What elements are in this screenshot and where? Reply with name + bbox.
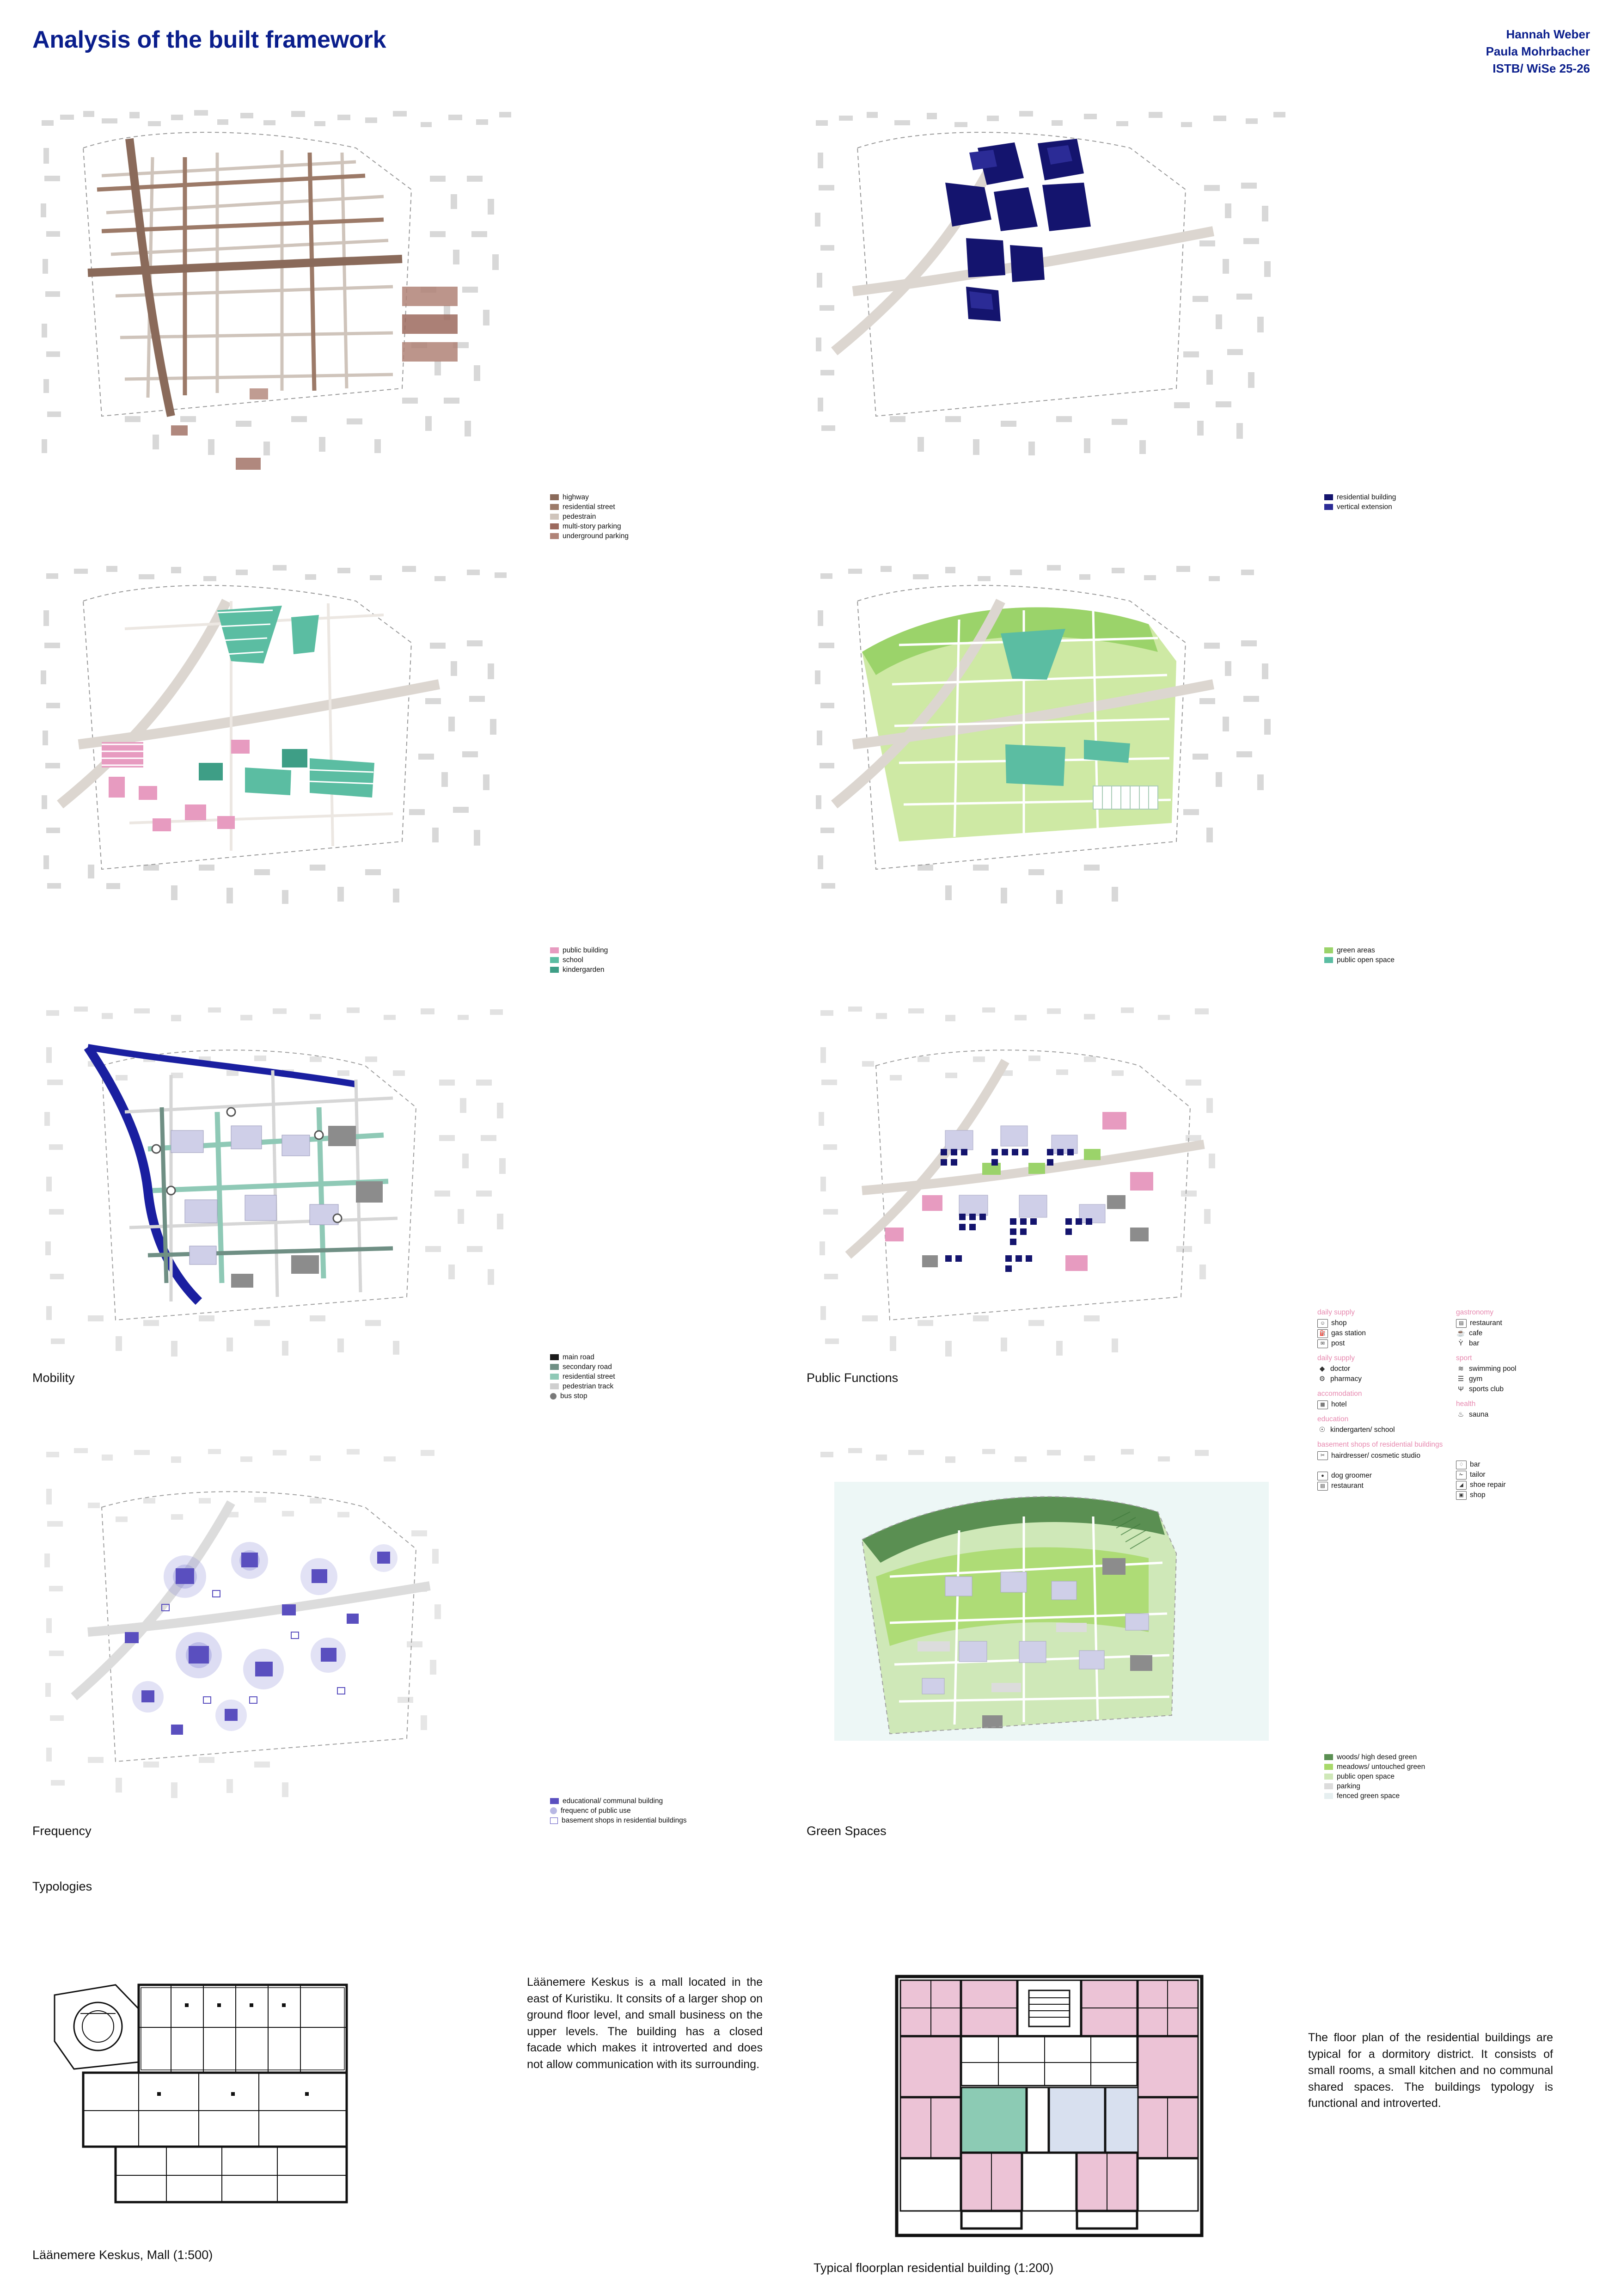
legend-swatch (1324, 1783, 1333, 1789)
legend-row (550, 955, 698, 965)
swimming-pool-icon: ≋ (1458, 1365, 1464, 1373)
panel-public-functions (807, 996, 1517, 1499)
legend-row (1324, 1752, 1509, 1762)
function-label: restaurant (1470, 1319, 1502, 1327)
gym-icon: ☰ (1457, 1375, 1464, 1383)
function-row (1317, 1329, 1451, 1339)
caption-mobility-current: Mobility (32, 1371, 75, 1385)
legend-swatch (550, 947, 559, 953)
function-row (1456, 1329, 1585, 1339)
restaurant-icon: ▤ (1456, 1319, 1467, 1328)
legend-label: kindergarden (563, 965, 605, 974)
function-label: shop (1470, 1491, 1486, 1499)
function-label: post (1331, 1339, 1345, 1347)
basement-shop-icon (550, 1817, 558, 1824)
legend-row (550, 522, 689, 531)
post-icon: ✉ (1317, 1339, 1328, 1348)
legend-label: residential street (563, 503, 615, 511)
legend-label: public open space (1337, 956, 1395, 964)
legend-row (550, 1352, 698, 1362)
function-label: doctor (1330, 1365, 1351, 1373)
shop-icon: ☺ (1317, 1319, 1328, 1328)
legend-mobility-original (550, 492, 689, 541)
function-row (1456, 1411, 1585, 1421)
legend-swatch (550, 1354, 559, 1360)
panel-green-limited (807, 546, 1395, 971)
legend-educational-original (550, 945, 698, 975)
legend-row (1324, 945, 1472, 955)
legend-label: residential street (563, 1372, 615, 1381)
author-name-2: Paula Mohrbacher (1486, 44, 1590, 58)
hairdresser-icon: ✂ (1317, 1451, 1328, 1460)
function-label: hairdresser/ cosmetic studio (1331, 1452, 1420, 1460)
legend-row (550, 1806, 744, 1816)
cafe-icon: ☕ (1456, 1329, 1465, 1337)
function-group (1456, 1354, 1585, 1395)
legend-residential-original (1324, 492, 1463, 512)
legend-label: educational/ communal building (563, 1797, 663, 1805)
legend-row (550, 945, 698, 955)
poster-header (32, 26, 1590, 75)
caption-mall-plan: Läänemere Keskus, Mall (1:500) (32, 2248, 213, 2262)
legend-swatch (1324, 1764, 1333, 1770)
caption-frequency: Frequency (32, 1824, 92, 1838)
function-group-title: daily supply (1317, 1308, 1355, 1316)
function-group-title: health (1456, 1400, 1476, 1408)
bar-icon: Ỳ (1458, 1339, 1463, 1347)
legend-row (550, 1362, 698, 1372)
function-label: sauna (1469, 1411, 1489, 1418)
function-label: gas station (1331, 1329, 1366, 1337)
legend-label: multi-story parking (563, 522, 621, 530)
legend-row (550, 1381, 698, 1391)
legend-row (550, 531, 689, 541)
function-group (1317, 1415, 1451, 1436)
legend-swatch (550, 1798, 559, 1804)
legend-frequency (550, 1796, 744, 1825)
function-group-title: accomodation (1317, 1390, 1362, 1398)
legend-swatch (550, 1374, 559, 1380)
map-green-limited (807, 546, 1297, 934)
legend-swatch (550, 957, 559, 963)
author-name-1: Hannah Weber (1506, 27, 1590, 41)
function-group (1317, 1308, 1451, 1350)
kindergarten-icon: ☉ (1319, 1426, 1326, 1434)
function-label: bar (1469, 1339, 1480, 1347)
legend-row (550, 512, 689, 522)
legend-label: pedestrian track (563, 1382, 614, 1390)
legend-label: public building (563, 946, 608, 954)
legend-label: parking (1337, 1782, 1360, 1790)
panel-mobility-original (32, 92, 629, 540)
shoe-repair-icon: ◢ (1456, 1481, 1467, 1490)
function-row (1456, 1339, 1585, 1350)
function-row (1456, 1491, 1585, 1501)
function-row (1456, 1385, 1585, 1395)
function-label: sports club (1469, 1385, 1504, 1393)
map-mobility-original (32, 92, 522, 481)
function-row (1317, 1482, 1451, 1492)
function-row (1456, 1481, 1585, 1491)
legend-green-limited (1324, 945, 1472, 965)
caption-public-functions: Public Functions (807, 1371, 899, 1385)
function-label: restaurant (1331, 1482, 1364, 1490)
function-row (1317, 1451, 1451, 1472)
legend-swatch (550, 523, 559, 529)
legend-label: residential building (1337, 493, 1396, 501)
function-group-title: basement shops of residential buildings (1317, 1441, 1443, 1449)
map-public-functions (807, 996, 1297, 1382)
gas-station-icon: ⛽ (1317, 1329, 1328, 1338)
caption-residential-plan: Typical floorplan residential building (1:200) (814, 2261, 1054, 2275)
bus-stop-icon (550, 1393, 557, 1400)
function-row (1317, 1375, 1451, 1385)
legend-label: pedestrain (563, 512, 596, 521)
function-row (1456, 1365, 1585, 1375)
legend-mobility-current (550, 1352, 698, 1401)
legend-row (1324, 1762, 1509, 1772)
function-label: tailor (1470, 1471, 1486, 1479)
legend-label: frequenc of public use (561, 1806, 631, 1815)
legend-green-spaces (1324, 1752, 1509, 1801)
function-group (1456, 1461, 1585, 1501)
legend-swatch (550, 494, 559, 500)
legend-swatch (550, 504, 559, 510)
sauna-icon: ♨ (1457, 1411, 1464, 1418)
function-group (1317, 1390, 1451, 1411)
legend-row (550, 1796, 744, 1806)
legend-row (1324, 1791, 1509, 1801)
legend-label: woods/ high desed green (1337, 1753, 1417, 1761)
function-row (1317, 1426, 1451, 1436)
legend-swatch (550, 514, 559, 520)
restaurant-icon: ▤ (1317, 1482, 1328, 1491)
legend-swatch (550, 1383, 559, 1389)
map-educational-original (32, 546, 522, 934)
bar-icon: ♢ (1456, 1461, 1467, 1469)
legend-row (550, 1391, 698, 1401)
function-label: pharmacy (1330, 1375, 1362, 1383)
function-row (1317, 1472, 1451, 1482)
function-label: shop (1331, 1319, 1347, 1327)
dog-groomer-icon: ● (1317, 1472, 1328, 1480)
function-label: bar (1470, 1461, 1480, 1468)
panel-mobility-current (32, 996, 615, 1412)
legend-row (1324, 502, 1463, 512)
legend-swatch (1324, 957, 1333, 963)
map-mobility-current (32, 996, 522, 1382)
function-row (1317, 1319, 1451, 1329)
frequency-icon (550, 1807, 557, 1814)
function-label: swimming pool (1469, 1365, 1517, 1373)
plan-residential (892, 1972, 1206, 2249)
function-group-title: gastronomy (1456, 1308, 1493, 1316)
map-residential-original (807, 92, 1297, 481)
legend-swatch (550, 533, 559, 539)
legend-label: green areas (1337, 946, 1375, 954)
pharmacy-icon: ⚙ (1319, 1375, 1326, 1383)
function-label: cafe (1469, 1329, 1483, 1337)
legend-label: basement shops in residential buildings (562, 1816, 687, 1824)
page-title: Analysis of the built framework (32, 26, 386, 53)
function-row (1317, 1400, 1451, 1411)
legend-swatch (550, 1364, 559, 1370)
legend-swatch (1324, 494, 1333, 500)
legend-swatch (1324, 1754, 1333, 1760)
legend-label: public open space (1337, 1772, 1395, 1780)
panel-frequency (32, 1438, 687, 1845)
function-label: dog groomer (1331, 1472, 1372, 1480)
function-label: kindergarten/ school (1330, 1426, 1395, 1434)
text-residential: The floor plan of the residential buildings are typical for a dormitory district. It consists of small rooms, a small kitchen and no communal shared spaces. The buildings typology is functional and introverted. (1308, 2031, 1553, 2110)
legend-label: bus stop (560, 1392, 587, 1400)
panel-residential-original (807, 92, 1396, 518)
author-block (1486, 26, 1590, 77)
function-group (1456, 1308, 1585, 1350)
function-label: gym (1469, 1375, 1483, 1383)
function-group-title: daily supply (1317, 1354, 1355, 1362)
tailor-icon: ✁ (1456, 1471, 1467, 1480)
function-row (1317, 1339, 1451, 1350)
caption-green-spaces: Green Spaces (807, 1824, 887, 1838)
map-frequency (32, 1438, 522, 1826)
legend-swatch (1324, 1774, 1333, 1780)
legend-row (550, 492, 689, 502)
legend-swatch (550, 967, 559, 973)
legend-row (1324, 1772, 1509, 1781)
function-row (1456, 1471, 1585, 1481)
legend-row (550, 1372, 698, 1381)
legend-label: highway (563, 493, 589, 501)
legend-row (550, 1816, 744, 1825)
shop-icon: ▣ (1456, 1491, 1467, 1500)
course-code: ISTB/ WiSe 25-26 (1493, 61, 1590, 75)
legend-label: school (563, 956, 583, 964)
legend-row (1324, 955, 1472, 965)
legend-label: underground parking (563, 532, 629, 540)
hotel-icon: ▦ (1317, 1400, 1328, 1409)
doctor-icon: ◆ (1319, 1365, 1325, 1373)
legend-label: fenced green space (1337, 1792, 1400, 1800)
function-label: shoe repair (1470, 1481, 1506, 1489)
function-group (1317, 1441, 1451, 1492)
function-row (1317, 1365, 1451, 1375)
legend-swatch (1324, 947, 1333, 953)
function-row (1456, 1375, 1585, 1385)
function-label: hotel (1331, 1400, 1347, 1408)
legend-label: main road (563, 1353, 594, 1361)
functions-column-left (1317, 1308, 1451, 1497)
legend-swatch (1324, 504, 1333, 510)
plan-mall (46, 1977, 370, 2235)
legend-swatch (1324, 1793, 1333, 1799)
map-green-spaces (807, 1438, 1297, 1826)
legend-row (550, 965, 698, 975)
legend-label: vertical extension (1337, 503, 1392, 511)
function-group (1456, 1400, 1585, 1421)
legend-row (1324, 492, 1463, 502)
legend-label: meadows/ untouched green (1337, 1762, 1425, 1771)
legend-label: secondary road (563, 1363, 612, 1371)
function-row (1456, 1461, 1585, 1471)
function-group-title: education (1317, 1415, 1349, 1423)
function-group-title: sport (1456, 1354, 1472, 1362)
legend-row (550, 502, 689, 512)
section-label-typologies: Typologies (32, 1879, 92, 1893)
function-row (1456, 1319, 1585, 1329)
sports-club-icon: Ψ (1458, 1385, 1464, 1393)
legend-row (1324, 1781, 1509, 1791)
functions-column-right (1456, 1308, 1585, 1506)
text-mall: Läänemere Keskus is a mall located in the east of Kuristiku. It consits of a larger shop on ground floor level, and small business on the upper levels. The building has a closed facade which makes it introverted and does not allow communication with its surrounding. (527, 1976, 763, 2071)
panel-educational-original (32, 546, 608, 974)
function-group (1317, 1354, 1451, 1385)
